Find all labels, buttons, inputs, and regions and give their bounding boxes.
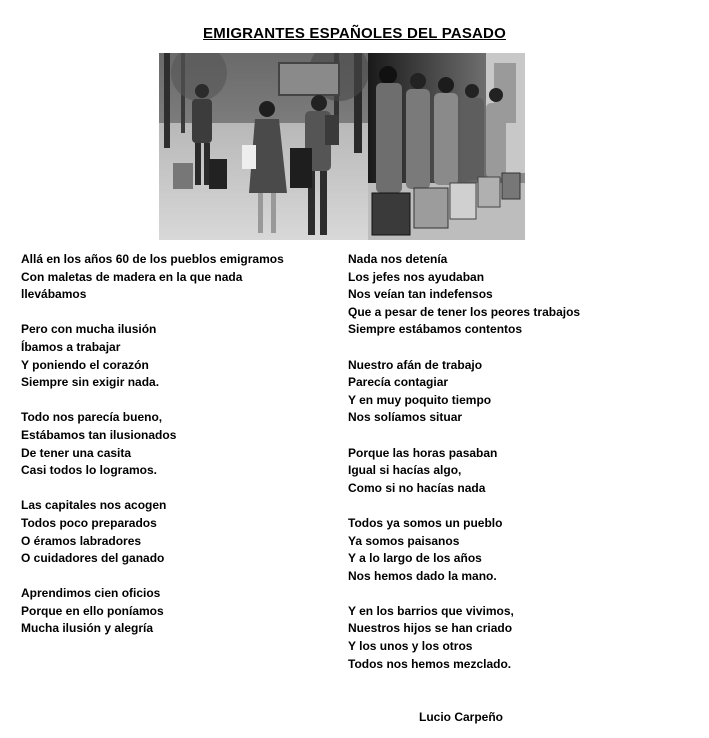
poem-stanza [21,585,341,638]
poem-stanza [348,445,668,498]
poem-line: Nos hemos dado la mano. [348,568,497,583]
poem-line: Y los unos y los otros [348,639,473,654]
poem-line: Parecía contagiar [348,375,449,390]
poem-line: Nos solíamos situar [348,410,463,425]
poem-line: Íbamos a trabajar [21,339,121,354]
poem-line: Todos nos hemos mezclado. [348,656,512,671]
poem-stanza [348,251,668,339]
poem-line: Siempre estábamos contentos [348,322,523,337]
poem-line: O éramos labradores [21,533,142,548]
poem-line: Aprendimos cien oficios [21,586,161,601]
poem-line: Como si no hacías nada [348,480,486,495]
poem-stanza [21,321,341,391]
poem-stanza [21,497,341,567]
poem-line: Y en muy poquito tiempo [348,392,492,407]
poem-line: Allá en los años 60 de los pueblos emigramos [21,252,284,266]
poem-stanza [348,515,668,585]
poem-line: Con maletas de madera en la que nada [21,269,243,284]
poem-left-column [21,251,341,656]
poem-line: Ya somos paisanos [348,533,460,548]
poem-stanza [21,251,341,304]
poem-right-column [348,251,668,691]
page-title: EMIGRANTES ESPAÑOLES DEL PASADO [203,25,506,42]
poem-line: Porque en ello poníamos [21,603,164,618]
poem-line: Las capitales nos acogen [21,498,167,513]
emigrants-walking-photo [159,53,368,240]
poem-line: O cuidadores del ganado [21,551,165,566]
author-signature: Lucio Carpeño [419,710,504,724]
poem-line: Siempre sin exigir nada. [21,375,160,390]
poem-line: llevábamos [21,287,87,302]
poem-line: Que a pesar de tener los peores trabajos [348,304,581,319]
poem-stanza [348,357,668,427]
poem-line: Y en los barrios que vivimos, [348,603,514,618]
poem-stanza [348,603,668,673]
emigrants-photo [159,53,525,240]
poem-line: Estábamos tan ilusionados [21,427,177,442]
emigrants-queue-photo [368,53,525,240]
poem-line: Todos poco preparados [21,515,157,530]
poem-line: Casi todos lo logramos. [21,463,158,478]
poem-line: Los jefes nos ayudaban [348,269,485,284]
poem-line: Todos ya somos un pueblo [348,515,503,530]
poem-line: Todo nos parecía bueno, [21,410,163,425]
poem-line: De tener una casita [21,445,132,460]
poem-line: Mucha ilusión y alegría [21,621,154,636]
poem-line: Nada nos detenía [348,252,448,266]
poem-line: Porque las horas pasaban [348,445,498,460]
poem-line: Pero con mucha ilusión [21,322,157,337]
poem-line: Y poniendo el corazón [21,357,149,372]
poem-line: Igual si hacías algo, [348,463,462,478]
poem-line: Y a lo largo de los años [348,551,482,566]
poem-stanza [21,409,341,479]
poem-line: Nuestro afán de trabajo [348,357,483,372]
poem-line: Nos veían tan indefensos [348,287,493,302]
poem-line: Nuestros hijos se han criado [348,621,513,636]
